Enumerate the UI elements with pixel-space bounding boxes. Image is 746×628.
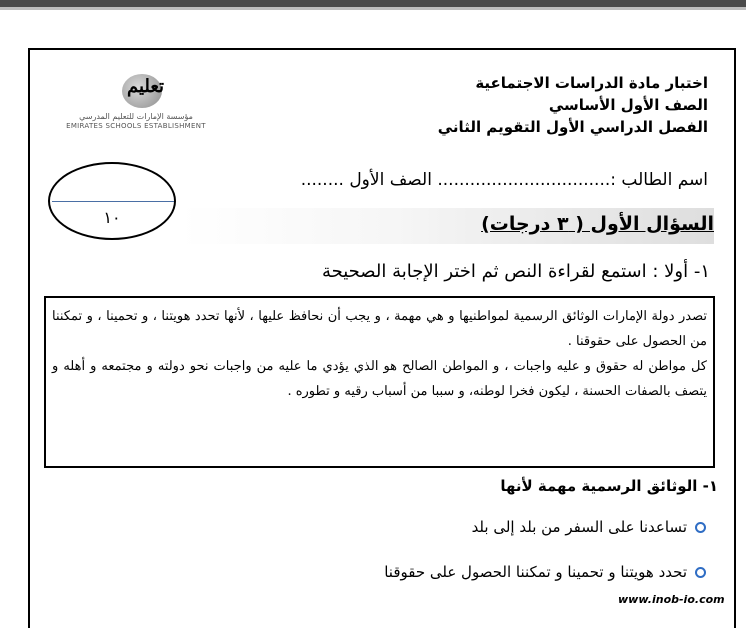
sub-question-1: ١- الوثائق الرسمية مهمة لأنها xyxy=(500,477,718,495)
question-instruction: ١- أولا : استمع لقراءة النص ثم اختر الإجابة الصحيحة xyxy=(321,261,710,282)
website-watermark: www.inob-io.com xyxy=(618,593,725,606)
header-line-subject: اختبار مادة الدراسات الاجتماعية xyxy=(475,74,708,92)
top-dark-bar xyxy=(0,0,746,7)
exam-header xyxy=(438,72,708,138)
passage-paragraph-1: تصدر دولة الإمارات الوثائق الرسمية لمواطنيها و هي مهمة ، و يجب أن نحافظ عليها ، لأنها تحدد هويتنا ، و تحمينا ، و تمكننا من الحصول على حقوقنا . xyxy=(52,309,707,349)
student-name-field: اسم الطالب :................................ الصف الأول ........ xyxy=(300,170,708,190)
answer-option-1-label: تساعدنا على السفر من بلد إلى بلد xyxy=(471,518,687,536)
logo-arabic-name: مؤسسة الإمارات للتعليم المدرسي xyxy=(79,112,193,121)
reading-passage xyxy=(44,296,715,468)
answer-option-2[interactable] xyxy=(384,563,706,581)
answer-option-2-label: تحدد هويتنا و تحمينا و تمكننا الحصول على حقوقنا xyxy=(384,563,687,581)
score-total: ١٠ xyxy=(103,208,121,227)
score-divider xyxy=(52,201,174,202)
header-line-term: الفصل الدراسي الأول التقويم الثاني xyxy=(437,118,708,136)
top-light-bar xyxy=(0,7,746,10)
logo-word: تعليم xyxy=(127,76,165,97)
radio-circle-icon[interactable] xyxy=(695,522,706,533)
radio-circle-icon[interactable] xyxy=(695,567,706,578)
header-line-grade: الصف الأول الأساسي xyxy=(548,96,708,114)
question-title: السؤال الأول ( ٣ درجات) xyxy=(481,213,714,235)
school-logo xyxy=(42,74,232,134)
passage-paragraph-2: كل مواطن له حقوق و عليه واجبات ، و المواطن الصالح هو الذي يؤدي ما عليه من واجبات نحو دولته و مجتمعه و أهله و يتصف بالصفات الحسنة ، ليكون فخرا لوطنه، و سببا من أسباب رقيه و تطوره . xyxy=(52,359,707,399)
logo-english-name: EMIRATES SCHOOLS ESTABLISHMENT xyxy=(66,122,206,130)
answer-option-1[interactable] xyxy=(472,518,706,536)
